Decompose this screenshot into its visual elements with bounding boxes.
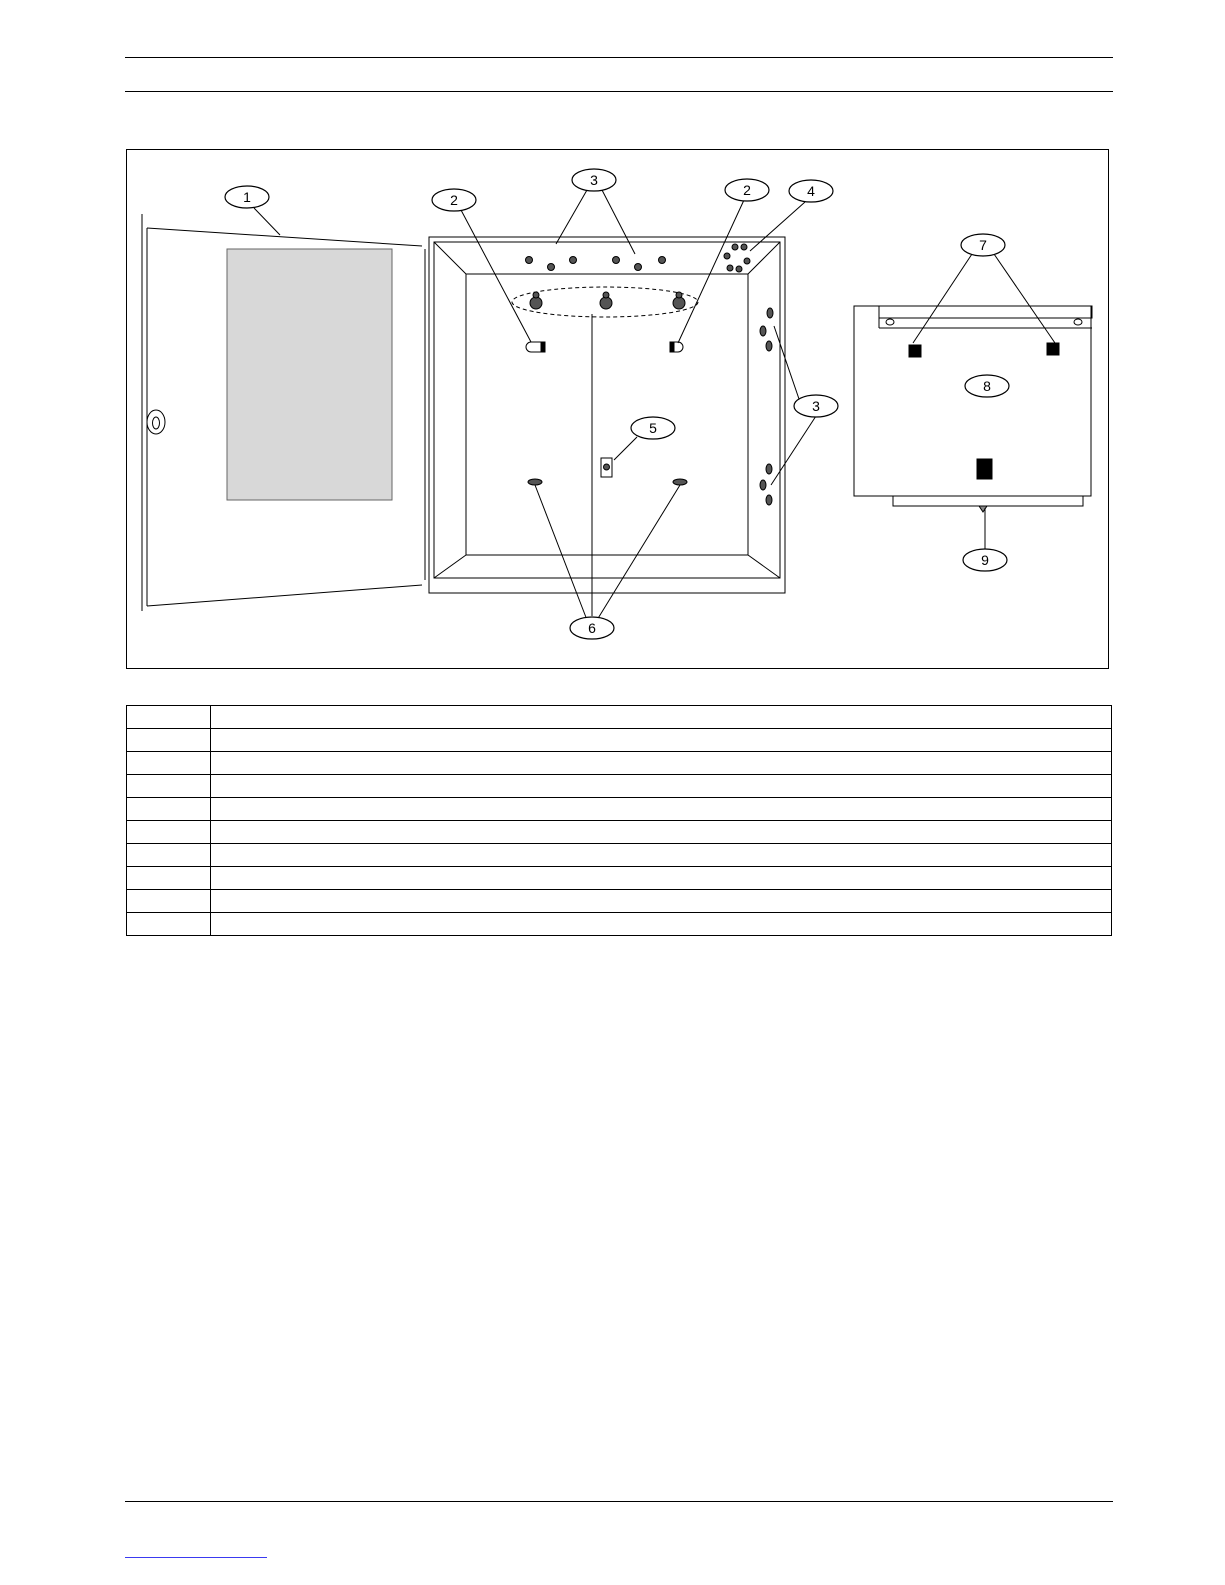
footer-rule bbox=[125, 1501, 1113, 1502]
item-number-cell bbox=[127, 706, 211, 729]
callout-label-8: 8 bbox=[983, 378, 991, 394]
table-row bbox=[127, 798, 1112, 821]
door-lock-icon bbox=[147, 410, 165, 434]
enclosure-figure bbox=[126, 149, 1109, 669]
header-rule-bottom bbox=[125, 91, 1113, 92]
item-number-cell bbox=[127, 821, 211, 844]
door-window bbox=[227, 249, 392, 500]
item-description-cell bbox=[211, 775, 1112, 798]
item-number-cell bbox=[127, 775, 211, 798]
table-row bbox=[127, 821, 1112, 844]
board-tabs bbox=[526, 342, 683, 352]
table-row bbox=[127, 752, 1112, 775]
callout-label-9: 9 bbox=[981, 552, 989, 568]
callout-label-3a: 3 bbox=[590, 172, 598, 188]
header-rule-top bbox=[125, 57, 1113, 58]
item-description-cell bbox=[211, 913, 1112, 936]
item-description-cell bbox=[211, 706, 1112, 729]
item-number-cell bbox=[127, 913, 211, 936]
item-number-cell bbox=[127, 752, 211, 775]
callout-label-2b: 2 bbox=[743, 182, 751, 198]
callout-label-6: 6 bbox=[588, 620, 596, 636]
item-number-cell bbox=[127, 867, 211, 890]
callout-label-5: 5 bbox=[649, 420, 657, 436]
enclosure-box bbox=[429, 237, 785, 593]
enclosure-door bbox=[142, 214, 422, 611]
callout-label-7: 7 bbox=[979, 237, 987, 253]
enclosure-diagram bbox=[127, 150, 1109, 669]
item-number-cell bbox=[127, 798, 211, 821]
item-number-cell bbox=[127, 729, 211, 752]
door-hinge bbox=[425, 242, 429, 588]
knockout-cluster bbox=[724, 244, 750, 272]
tamper-switch bbox=[601, 458, 612, 477]
footer-link-underline[interactable] bbox=[125, 1557, 267, 1558]
item-description-cell bbox=[211, 798, 1112, 821]
callout-label-3b: 3 bbox=[812, 398, 820, 414]
callout-label-4: 4 bbox=[807, 183, 815, 199]
item-description-cell bbox=[211, 729, 1112, 752]
mounting-keyholes bbox=[512, 287, 698, 485]
item-description-cell bbox=[211, 890, 1112, 913]
side-knockouts bbox=[760, 308, 773, 505]
table-row bbox=[127, 775, 1112, 798]
callout-label-1: 1 bbox=[243, 189, 251, 205]
table-row bbox=[127, 706, 1112, 729]
item-number-cell bbox=[127, 890, 211, 913]
item-description-cell bbox=[211, 867, 1112, 890]
legend-table bbox=[126, 705, 1112, 936]
top-knockouts bbox=[526, 257, 666, 271]
item-description-cell bbox=[211, 844, 1112, 867]
side-view-panel bbox=[854, 306, 1092, 512]
item-description-cell bbox=[211, 821, 1112, 844]
table-row bbox=[127, 844, 1112, 867]
table-row bbox=[127, 913, 1112, 936]
item-description-cell bbox=[211, 752, 1112, 775]
table-row bbox=[127, 890, 1112, 913]
callout-label-2a: 2 bbox=[450, 192, 458, 208]
table-row bbox=[127, 867, 1112, 890]
item-number-cell bbox=[127, 844, 211, 867]
table-row bbox=[127, 729, 1112, 752]
